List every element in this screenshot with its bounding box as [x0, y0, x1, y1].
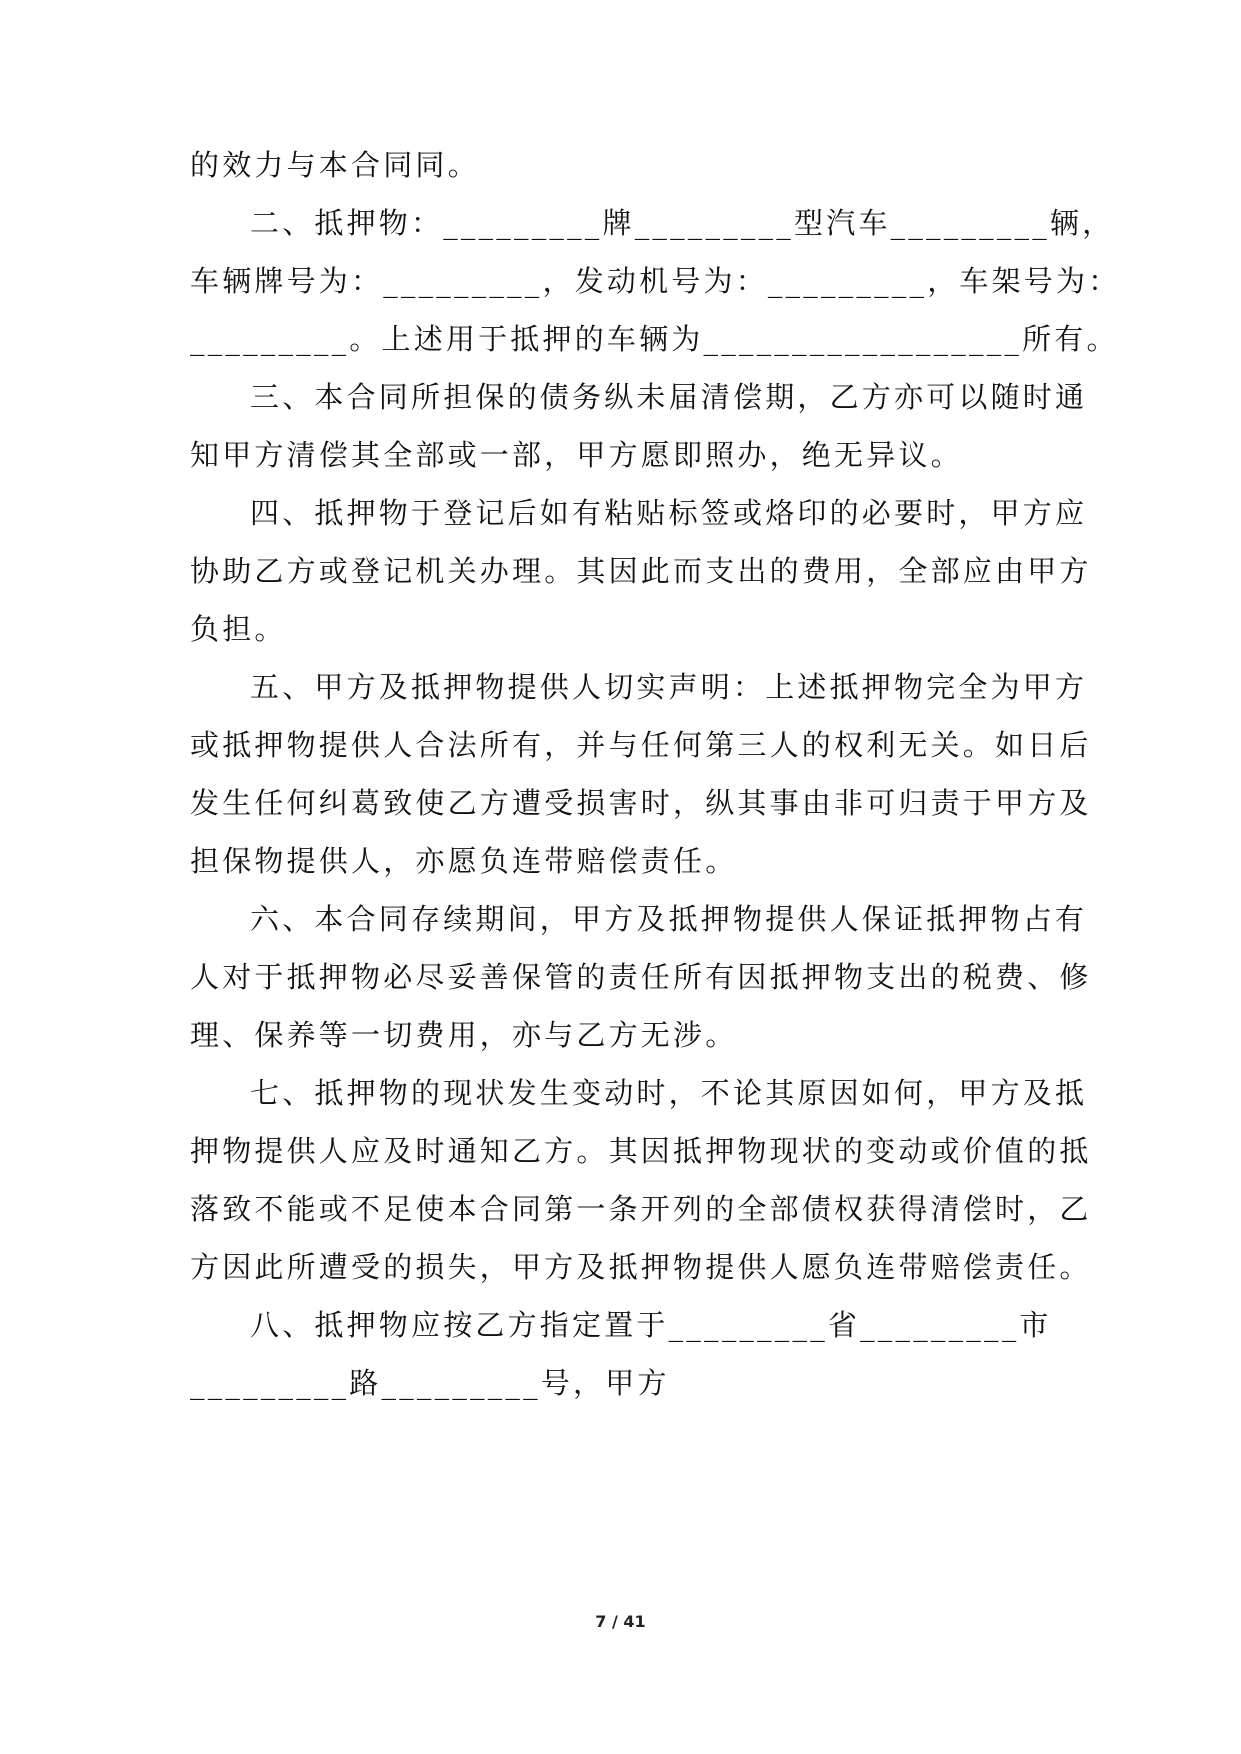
text-line: 车辆牌号为：_________，发动机号为：_________，车架号为：	[190, 264, 1121, 298]
clause-4-line: 四、抵押物于登记后如有粘贴标签或烙印的必要时，甲方应	[250, 496, 1088, 530]
clause-3-line: 三、本合同所担保的债务纵未届清偿期，乙方亦可以随时通	[250, 380, 1088, 414]
clause-7-line: 七、抵押物的现状发生变动时，不论其原因如何，甲方及抵	[250, 1076, 1088, 1110]
text-line: 落致不能或不足使本合同第一条开列的全部债权获得清偿时，乙	[190, 1192, 1092, 1226]
text-line: 理、保养等一切费用，亦与乙方无涉。	[190, 1018, 738, 1052]
text-line: 方因此所遭受的损失，甲方及抵押物提供人愿负连带赔偿责任。	[190, 1250, 1092, 1284]
text-line: 负担。	[190, 612, 287, 646]
text-line: 发生任何纠葛致使乙方遭受损害时，纵其事由非可归责于甲方及	[190, 786, 1092, 820]
clause-6-line: 六、本合同存续期间，甲方及抵押物提供人保证抵押物占有	[250, 902, 1088, 936]
text-line: _________。上述用于抵押的车辆为__________________所有。	[190, 322, 1119, 356]
text-line: 或抵押物提供人合法所有，并与任何第三人的权利无关。如日后	[190, 728, 1092, 762]
clause-5-line: 五、甲方及抵押物提供人切实声明：上述抵押物完全为甲方	[250, 670, 1088, 704]
page-number: 7 / 41	[595, 1612, 646, 1631]
text-line: 人对于抵押物必尽妥善保管的责任所有因抵押物支出的税费、修	[190, 960, 1092, 994]
clause-8-line: 八、抵押物应按乙方指定置于_________省_________市	[250, 1308, 1052, 1342]
text-line: 担保物提供人，亦愿负连带赔偿责任。	[190, 844, 738, 878]
text-line: 的效力与本合同同。	[190, 148, 480, 182]
text-line: 协助乙方或登记机关办理。其因此而支出的费用，全部应由甲方	[190, 554, 1092, 588]
text-line: _________路_________号，甲方	[190, 1366, 670, 1400]
text-line: 押物提供人应及时通知乙方。其因抵押物现状的变动或价值的抵	[190, 1134, 1092, 1168]
text-line: 知甲方清偿其全部或一部，甲方愿即照办，绝无异议。	[190, 438, 963, 472]
clause-2-line: 二、抵押物：_________牌_________型汽车_________辆，	[250, 206, 1115, 240]
